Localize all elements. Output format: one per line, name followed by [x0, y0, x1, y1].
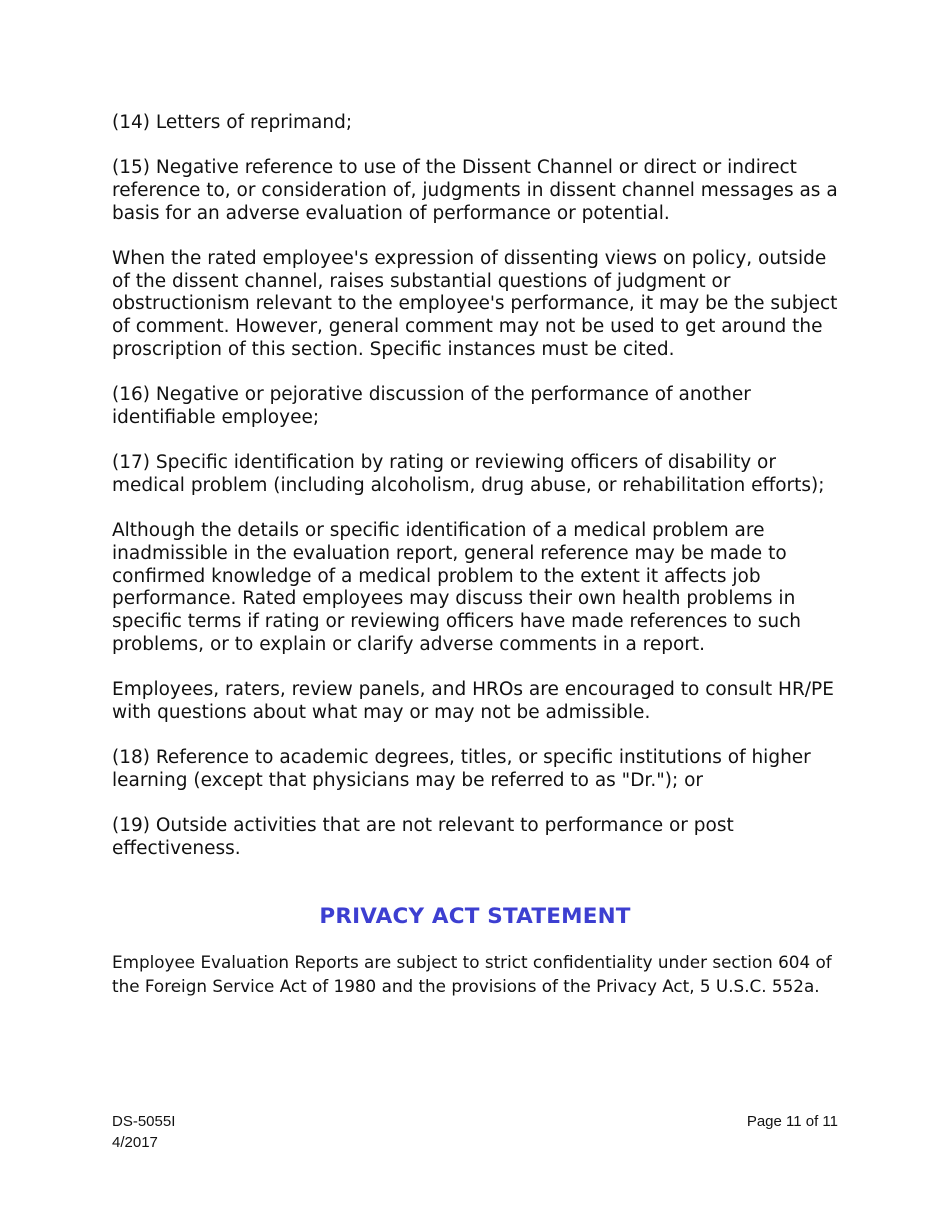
paragraph-18: (18) Reference to academic degrees, titles, or specific institutions of higher learning (except that physicians may be referred to as "Dr."); or: [112, 746, 811, 791]
footer-form-info: [112, 1111, 175, 1153]
paragraph-consult-note: Employees, raters, review panels, and HROs are encouraged to consult HR/PE with questions about what may or may not be admissible.: [112, 678, 834, 723]
privacy-act-text: Employee Evaluation Reports are subject to strict confidentiality under section 604 of the Foreign Service Act of 1980 and the provisions of the Privacy Act, 5 U.S.C. 552a.: [112, 952, 832, 996]
privacy-act-heading: PRIVACY ACT STATEMENT: [319, 904, 631, 929]
paragraph-17: (17) Specific identification by rating or reviewing officers of disability or medical problem (including alcoholism, drug abuse, or rehabilitation efforts);: [112, 452, 825, 496]
document-body: [112, 112, 842, 883]
form-number: DS-5055I: [112, 1113, 176, 1130]
paragraph-15: (15) Negative reference to use of the Dissent Channel or direct or indirect reference to, or consideration of, judgments in dissent channel messages as a basis for an adverse evaluation of performance or potential.: [112, 157, 838, 224]
paragraph-19: (19) Outside activities that are not relevant to performance or post effectiveness.: [112, 814, 734, 859]
paragraph-16: (16) Negative or pejorative discussion of the performance of another identifiable employee;: [112, 384, 751, 428]
paragraph-17-note: Although the details or specific identification of a medical problem are inadmissible in the evaluation report, general reference may be made to confirmed knowledge of a medical problem to the extent it affects job performance. Rated employees may discuss their own health problems in specific terms if rating or reviewing officers have made references to such problems, or to explain or clarify adverse comments in a report.: [112, 520, 802, 655]
paragraph-15-note: When the rated employee's expression of dissenting views on policy, outside of the dissent channel, raises substantial questions of judgment or obstructionism relevant to the employee's performance, it may be the subject of comment. However, general comment may not be used to get around the proscription of this section. Specific instances must be cited.: [112, 248, 838, 360]
form-date: 4/2017: [112, 1134, 158, 1151]
page-number: Page 11 of 11: [746, 1113, 838, 1130]
paragraph-14: (14) Letters of reprimand;: [112, 112, 353, 133]
